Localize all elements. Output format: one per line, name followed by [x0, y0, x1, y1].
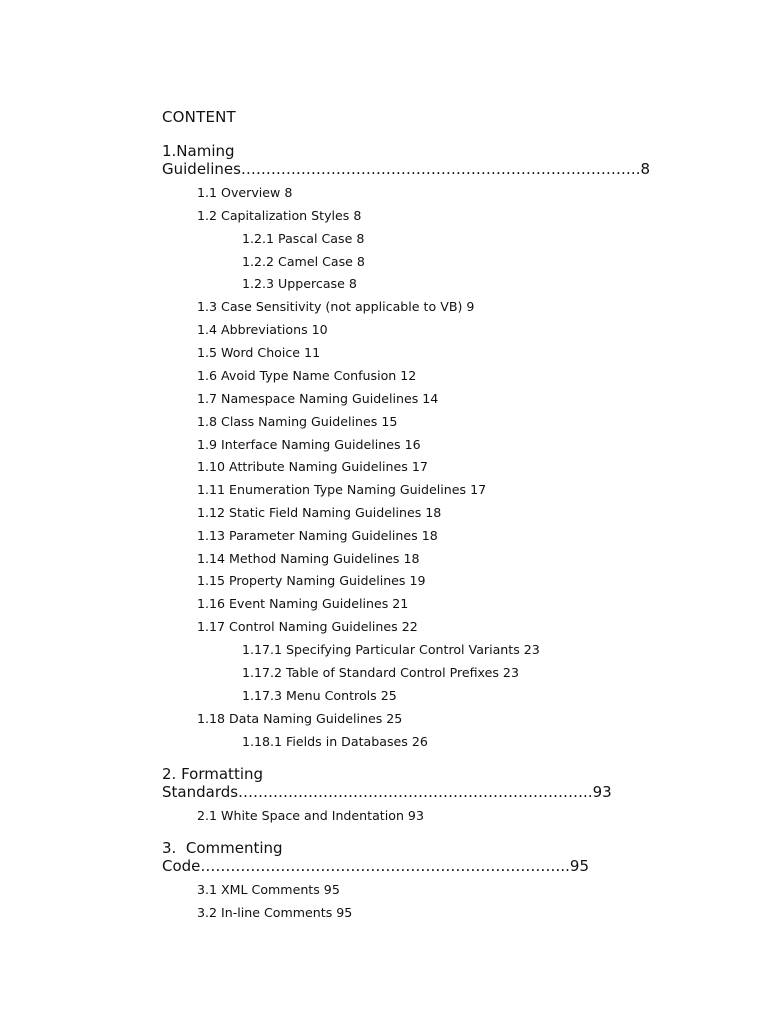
toc-entry: 1.10 Attribute Naming Guidelines 17 — [197, 459, 428, 474]
section-title-line2: Code………………………………………………………………..95 — [162, 857, 590, 875]
toc-entry: 1.11 Enumeration Type Naming Guidelines 17 — [197, 482, 487, 497]
section-title-line1: 3. Commenting — [162, 839, 283, 857]
toc-entry: 1.2.1 Pascal Case 8 — [242, 231, 365, 246]
toc-entry: 1.9 Interface Naming Guidelines 16 — [197, 437, 421, 452]
toc-entry: 1.5 Word Choice 11 — [197, 345, 321, 360]
toc-entry: 1.13 Parameter Naming Guidelines 18 — [197, 528, 438, 543]
section-title-line2: Guidelines……………………………………………………………………..8 — [162, 160, 651, 178]
toc-entry: 1.2.2 Camel Case 8 — [242, 254, 365, 269]
section-title-line2: Standards……………………………………………………………..93 — [162, 783, 612, 801]
toc-entry: 1.8 Class Naming Guidelines 15 — [197, 414, 398, 429]
toc-entry: 1.18 Data Naming Guidelines 25 — [197, 711, 403, 726]
section-title-line1: 1.Naming — [162, 142, 235, 160]
toc-section-commenting — [162, 839, 722, 875]
toc-entry: 1.17 Control Naming Guidelines 22 — [197, 619, 418, 634]
toc-entry: 1.14 Method Naming Guidelines 18 — [197, 551, 420, 566]
toc-entry: 2.1 White Space and Indentation 93 — [197, 808, 424, 823]
toc-section-naming — [162, 142, 722, 178]
toc-entry: 1.17.3 Menu Controls 25 — [242, 688, 397, 703]
toc-heading: CONTENT — [162, 108, 236, 126]
toc-entry: 1.4 Abbreviations 10 — [197, 322, 328, 337]
toc-entry: 1.17.2 Table of Standard Control Prefixes 23 — [242, 665, 519, 680]
toc-entry: 1.12 Static Field Naming Guidelines 18 — [197, 505, 442, 520]
toc-entry: 1.7 Namespace Naming Guidelines 14 — [197, 391, 439, 406]
toc-entry: 3.2 In-line Comments 95 — [197, 905, 353, 920]
toc-entry: 1.18.1 Fields in Databases 26 — [242, 734, 428, 749]
toc-entry: 1.17.1 Specifying Particular Control Variants 23 — [242, 642, 540, 657]
toc-entry: 1.16 Event Naming Guidelines 21 — [197, 596, 409, 611]
toc-entry: 1.2.3 Uppercase 8 — [242, 276, 357, 291]
section-title-line1: 2. Formatting — [162, 765, 264, 783]
toc-entry: 1.15 Property Naming Guidelines 19 — [197, 573, 426, 588]
toc-section-formatting — [162, 765, 722, 801]
toc-entry: 1.1 Overview 8 — [197, 185, 293, 200]
toc-entry: 1.2 Capitalization Styles 8 — [197, 208, 362, 223]
toc-entry: 1.3 Case Sensitivity (not applicable to VB) 9 — [197, 299, 475, 314]
toc-entry: 3.1 XML Comments 95 — [197, 882, 340, 897]
toc-entry: 1.6 Avoid Type Name Confusion 12 — [197, 368, 417, 383]
